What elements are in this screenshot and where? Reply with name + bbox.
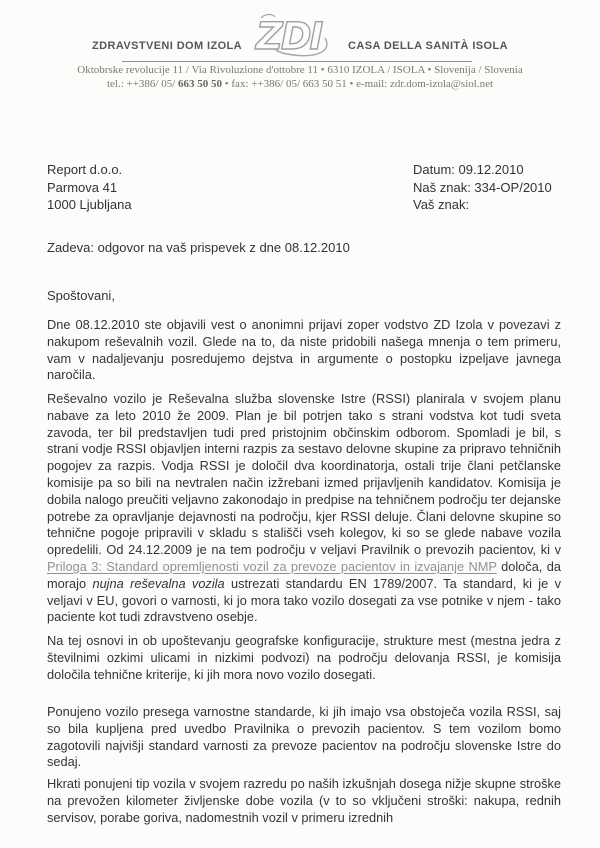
letterhead (0, 12, 600, 58)
svg-text:ZDI: ZDI (256, 15, 322, 58)
paragraph-procurement-mid: določa, da morajo (47, 558, 561, 591)
paragraph-criteria: Na tej osnovi in ob upoštevanju geografske konfiguracije, strukture mest (mestna jedra z številnimi ozkimi ulicami in nizkimi podvozi) na področju delovanja RSSI, je komisija določila tehnične kriterije, ki jih mora novo vozilo dosegati. (47, 633, 561, 682)
letterhead-contact-line (0, 78, 600, 90)
your-reference-line: Vaš znak: (413, 197, 470, 212)
org-name-italian: CASA DELLA SANITÀ ISOLA (348, 40, 508, 52)
paragraph-intro: Dne 08.12.2010 ste objavili vest o anonimni prijavi zoper vodstvo ZD Izola v povezavi z nakupom reševalnih vozil. Glede na to, da niste pridobili našega mnenja o tem primeru, vam v nadaljevanju posredujemo dejstva in argumente o postopku izpeljave javnega naročila. (47, 317, 561, 383)
priloga3-reference-link: Priloga 3: Standard opremljenosti vozil za prevoze pacientov in izvajanje NMP (47, 558, 497, 574)
date-line: Datum: 09.12.2010 (413, 162, 524, 177)
letterhead-address-line: Oktobrske revolucije 11 / Via Rivoluzione d'ottobre 11 • 6310 IZOLA / ISOLA • Slovenija / Slovenia (77, 64, 523, 76)
paragraph-costs: Hkrati ponujeni tip vozila v svojem razredu po naših izkušnjah dosega nižje skupne stroške na prevožen kilometer življenske dobe vozila (v to so vključeni stroški: nakupa, rednih servisov, porabe goriva, nadomestnih vozil v primeru izrednih (47, 776, 561, 825)
salutation: Spoštovani, (47, 288, 115, 303)
zdi-logo-icon (249, 12, 341, 58)
recipient-name: Report d.o.o. (47, 162, 123, 177)
tel-number-bold: 663 50 50 (178, 78, 223, 90)
paragraph-procurement-end: ustrezati standardu EN 1789/2007. Ta standard, ki je v veljavi v EU, govori o varnosti, ki jo mora tako vozilo dosegati za vse potnike v njem - tako paciente kot tudi zdravstveno osebje. (47, 575, 561, 625)
paragraph-procurement-text: Reševalno vozilo je Reševalna služba slovenske Istre (RSSI) planirala v svojem planu nabave za leto 2010 že 2009. Plan je bil potrjen tako s strani vodstva kot tudi sveta zavoda, ter bil predstavljen tudi pred pristojnim občinskim odborom. Spomladi je bil, s strani vodje RSSI objavljen interni razpis za sestavo delovne skupine za pripravo tehničnih pogojev za razpis. Vodja RSSI je določil dva koordinatorja, ostali trije člani petčlanske komisije pa so bili na nevtralen način izžrebani izmed prijavljenih kandidatov. Komisija je dobila nalogo preučiti veljavno zakonodajo in predpise na tehničnem področju ter dejanske potrebe za opravljanje dejavnosti na področju, kjer RSSI deluje. Člani delovne skupine so tehnične pogoje pripravili v skladu s stališči vseh kolegov, ki so se glede nabave vozila opredelili. Od 24.12.2009 je na tem področju v veljavi Pravilnik o prevozih pacientov, ki v (47, 391, 561, 558)
fax-email-text: • fax: ++386/ 05/ 663 50 51 • e-mail: zdr.dom-izola@siol.net (222, 78, 494, 90)
recipient-address (47, 161, 132, 214)
tel-label: tel.: ++386/ 05/ (106, 78, 179, 90)
letterhead-divider (122, 61, 472, 62)
paragraph-safety: Ponujeno vozilo presega varnostne standarde, ki jih imajo vsa obstoječa vozila RSSI, saj so bila kupljena pred uvedbo Pravilnika o prevozih pacientov. S tem vozilom bomo zagotovili najvišji standard varnosti za prevoze pacientov na področju slovenske Istre do sedaj. (47, 704, 561, 770)
recipient-street: Parmova 41 (47, 179, 118, 195)
org-name-slovenian: ZDRAVSTVENI DOM IZOLA (92, 40, 243, 52)
recipient-city: 1000 Ljubljana (47, 197, 132, 212)
subject-line: Zadeva: odgovor na vaš prispevek z dne 08.12.2010 (47, 240, 350, 255)
emphasis-nujna-resevalna-vozila: nujna reševalna vozila (92, 575, 225, 591)
reference-block (413, 161, 552, 214)
paragraph-procurement (47, 391, 561, 626)
our-reference-line: Naš znak: 334-OP/2010 (413, 179, 552, 195)
